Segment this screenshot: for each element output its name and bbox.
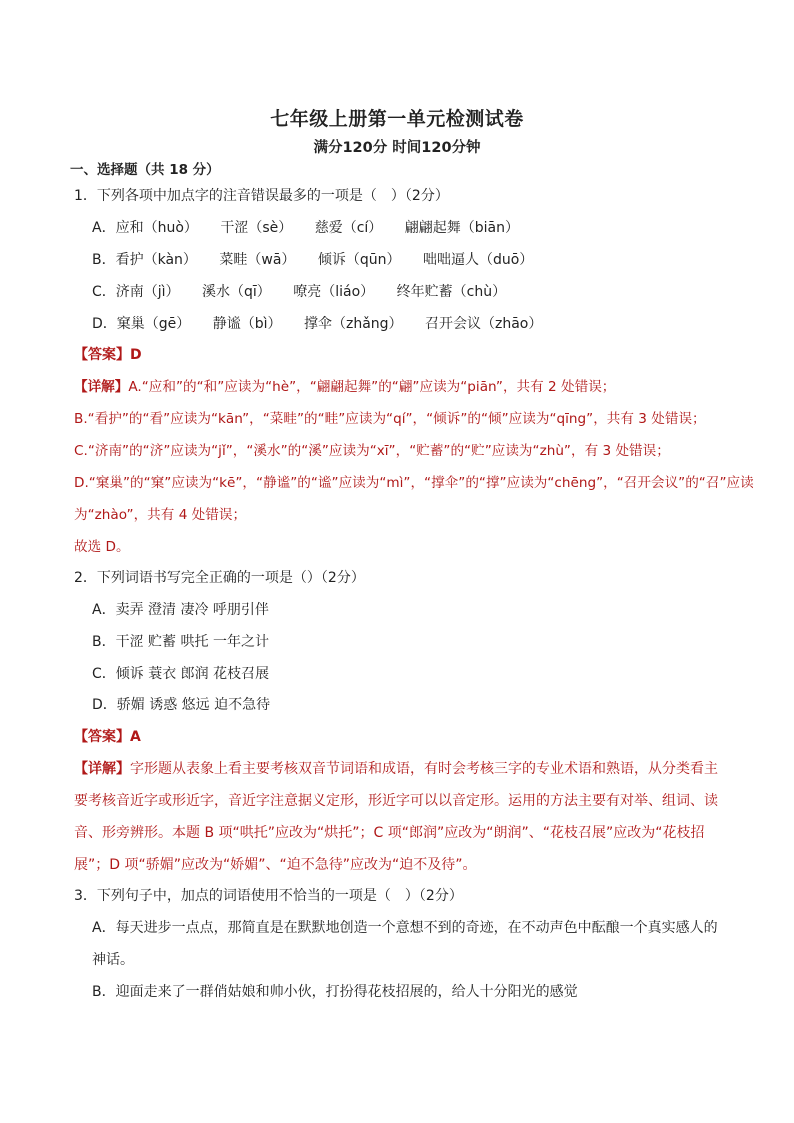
question-1-stem: 1．下列各项中加点字的注音错误最多的一项是（ ）（2分） <box>74 188 449 204</box>
question-1-detail-line-3: C.“济南”的“济”应读为“jǐ”，“溪水”的“溪”应读为“xī”，“贮蓄”的“贮”应读为“zhù”，有 3 处错误； <box>74 443 670 459</box>
question-2-answer <box>74 727 141 747</box>
page-subtitle: 满分120分 时间120分钟 <box>313 140 481 156</box>
answer-label: 【答案】 <box>74 729 130 745</box>
option-item: 咄咄逼人（duō） <box>422 252 534 268</box>
answer-value: A <box>130 729 141 745</box>
option-item: 干涩（sè） <box>220 220 293 236</box>
option-item: D．窠巢（gē） <box>92 316 191 332</box>
question-1-option-c <box>92 282 524 302</box>
option-item: 翩翩起舞（biān） <box>404 220 519 236</box>
option-item: 倾诉（qūn） <box>317 252 401 268</box>
option-item: A．应和（huò） <box>92 220 198 236</box>
section-heading: 一、选择题（共 18 分） <box>70 162 220 178</box>
option-item: 终年贮蓄（chù） <box>396 284 507 300</box>
question-3-option-b: B．迎面走来了一群俏姑娘和帅小伙，打扮得花枝招展的，给人十分阳光的感觉 <box>92 984 578 1000</box>
question-1-option-d <box>92 314 560 334</box>
question-2-detail <box>74 753 724 881</box>
option-item: B．看护（kàn） <box>92 252 197 268</box>
question-2-option-d: D．骄媚 诱惑 悠远 迫不急待 <box>92 697 271 713</box>
question-2-option-c: C．倾诉 蓑衣 郎润 花枝召展 <box>92 666 270 682</box>
question-3-option-a: A．每天进步一点点，那简直是在默默地创造一个意想不到的奇迹，在不动声色中酝酿一个真实感人的神话。 <box>92 920 718 968</box>
answer-label: 【答案】 <box>74 347 130 363</box>
page-title: 七年级上册第一单元检测试卷 <box>270 108 524 130</box>
option-item: 溪水（qī） <box>202 284 271 300</box>
option-item: C．济南（jì） <box>92 284 180 300</box>
question-1-detail-line-4: D.“窠巢”的“窠”应读为“kē”，“静谧”的“谧”应读为“mì”，“撑伞”的“撑”应读为“chēng”，“召开会议”的“召”应读 <box>74 475 754 491</box>
option-item: 撑伞（zhǎng） <box>303 316 403 332</box>
question-2-option-a: A．卖弄 澄清 凄冷 呼朋引伴 <box>92 602 269 618</box>
question-1-detail-line-1 <box>74 377 615 397</box>
answer-value: D <box>130 347 142 363</box>
question-1-option-a <box>92 218 537 238</box>
option-item: 慈爱（cí） <box>314 220 383 236</box>
question-1-detail-line-2: B.“看护”的“看”应读为“kān”，“菜畦”的“畦”应读为“qí”，“倾诉”的“倾”应读为“qīng”，共有 3 处错误； <box>74 411 706 427</box>
option-item: 召开会议（zhāo） <box>424 316 543 332</box>
detail-label: 【详解】 <box>74 761 130 777</box>
detail-text: A.“应和”的“和”应读为“hè”，“翩翩起舞”的“翩”应读为“piān”，共有 2 处错误； <box>128 379 616 395</box>
question-2-stem: 2．下列词语书写完全正确的一项是（）（2分） <box>74 570 365 586</box>
question-1-option-b <box>92 250 551 270</box>
option-item: 菜畦（wā） <box>219 252 296 268</box>
question-1-conclusion: 故选 D。 <box>74 539 130 555</box>
question-1-answer <box>74 345 142 365</box>
question-2-option-b: B．干涩 贮蓄 哄托 一年之计 <box>92 634 269 650</box>
question-1-detail-line-5: 为“zhào”，共有 4 处错误； <box>74 507 247 523</box>
detail-label: 【详解】 <box>74 379 129 395</box>
option-item: 嘹亮（liáo） <box>293 284 375 300</box>
detail-text: 字形题从表象上看主要考核双音节词语和成语，有时会考核三字的专业术语和熟语，从分类看主要考核音近字或形近字，音近字注意据义定形，形近字可以以音定形。运用的方法主要有对举、组词、读音、形旁辨形。本题 B 项“哄托”应改为“烘托”；C 项“郎润”应改为“朗润”、“花枝召展”应改为“花枝招展”；D 项“骄媚”应改为“娇媚”、“迫不急待”应改为“迫不及待”。 <box>74 761 718 873</box>
question-3-stem: 3．下列句子中，加点的词语使用不恰当的一项是（ ）（2分） <box>74 888 463 904</box>
option-item: 静谧（bì） <box>212 316 282 332</box>
